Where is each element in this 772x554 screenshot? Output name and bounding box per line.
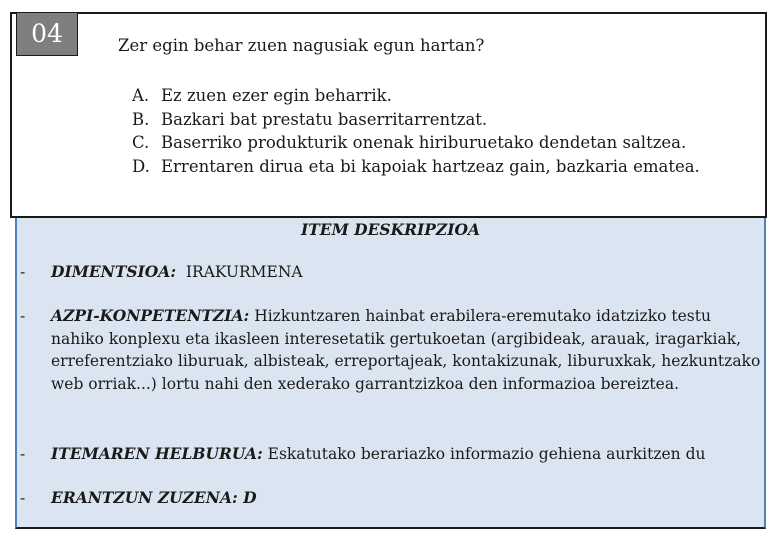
option-b xyxy=(132,108,700,132)
item-label: ITEMAREN HELBURUA: xyxy=(51,444,263,463)
description-title: ITEM DESKRIPZIOA xyxy=(301,220,480,239)
option-text: Errentaren dirua eta bi kapoiak hartzeaz gain, bazkaria ematea. xyxy=(161,156,700,176)
bullet-dash: - xyxy=(20,263,26,281)
option-a xyxy=(132,84,700,108)
item-text: Eskatutako berariazko informazio gehiena aurkitzen du xyxy=(267,445,706,463)
item-label: DIMENTSIOA: xyxy=(51,262,177,281)
option-text: Bazkari bat prestatu baserritarrentzat. xyxy=(161,109,488,129)
option-letter: B. xyxy=(132,109,150,129)
answer-options xyxy=(132,84,700,178)
question-number-badge: 04 xyxy=(16,12,78,56)
bullet-dash: - xyxy=(20,489,26,507)
option-d xyxy=(132,155,700,179)
option-text: Baserriko produkturik onenak hiriburuetako dendetan saltzea. xyxy=(161,133,687,152)
option-letter: D. xyxy=(132,156,150,176)
description-item-goal xyxy=(20,443,766,466)
item-text: Hizkuntzaren hainbat erabilera-eremutako idatzizko testu nahiko konplexu eta ikasleen interesetatik gertukoetan (argibideak, arauak, iragarkiak, erreferentziako liburuak, albisteak, erreportajeak, kontakizunak, liburuxkak, hezkuntzako web orriak...) lortu nahi den xederako garrantzizkoa den informazioa bereiztea. xyxy=(51,307,761,393)
item-text: IRAKURMENA xyxy=(185,263,303,281)
option-c xyxy=(132,131,700,155)
option-text: Ez zuen ezer egin beharrik. xyxy=(161,86,392,105)
option-letter: C. xyxy=(132,133,150,152)
option-letter: A. xyxy=(132,86,150,105)
description-item-correct-answer xyxy=(20,487,766,510)
description-item-dimension xyxy=(20,261,766,284)
question-text: Zer egin behar zuen nagusiak egun hartan? xyxy=(118,36,485,55)
bullet-dash: - xyxy=(20,445,26,463)
description-item-subcompetence xyxy=(20,305,766,395)
item-label: AZPI-KONPETENTZIA: xyxy=(51,306,250,325)
bullet-dash: - xyxy=(20,307,26,325)
item-label: ERANTZUN ZUZENA: D xyxy=(51,488,257,507)
